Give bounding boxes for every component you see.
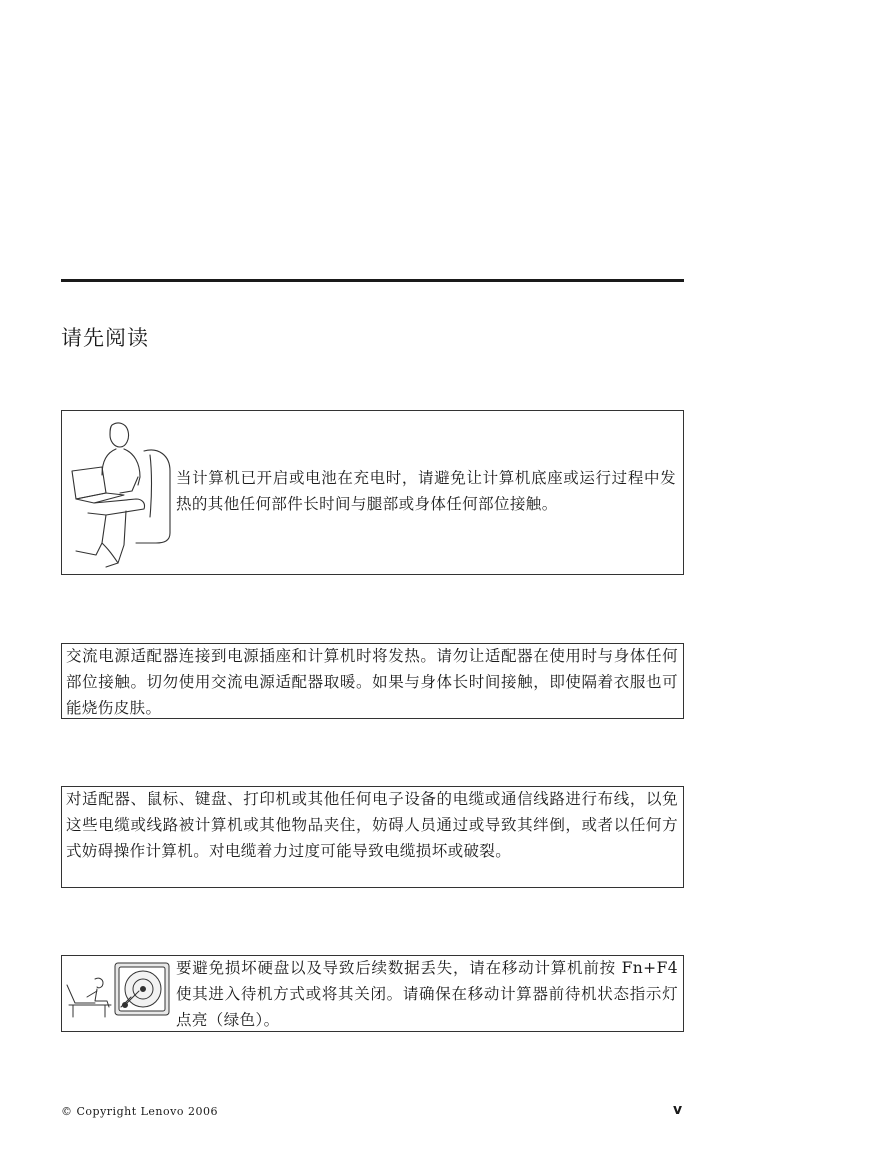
page-number: v bbox=[673, 1102, 683, 1118]
page-title: 请先阅读 bbox=[61, 326, 149, 350]
notice-text: 交流电源适配器连接到电源插座和计算机时将发热。请勿让适配器在使用时与身体任何部位接触。切勿使用交流电源适配器取暖。如果与身体长时间接触，即使隔着衣服也可能烧伤皮肤。 bbox=[66, 647, 678, 717]
notice-hard-disk bbox=[61, 955, 684, 1032]
notice-text: 当计算机已开启或电池在充电时，请避免让计算机底座或运行过程中发热的其他任何部件长时间与腿部或身体任何部位接触。 bbox=[176, 469, 676, 513]
notice-text: 对适配器、鼠标、键盘、打印机或其他任何电子设备的电缆或通信线路进行布线，以免这些电缆或线路被计算机或其他物品夹住，妨碍人员通过或导致其绊倒，或者以任何方式妨碍操作计算机。对电缆着力过度可能导致电缆损坏或破裂。 bbox=[66, 790, 678, 860]
notice-cable-routing bbox=[61, 786, 684, 888]
section-rule bbox=[61, 279, 684, 282]
laptop-on-lap-icon bbox=[66, 415, 174, 571]
hard-disk-icon bbox=[65, 961, 171, 1019]
notice-text: 要避免损坏硬盘以及导致后续数据丢失，请在移动计算机前按 Fn+F4 使其进入待机方式或将其关闭。请确保在移动计算器前待机状态指示灯点亮（绿色）。 bbox=[176, 959, 678, 1029]
copyright: © Copyright Lenovo 2006 bbox=[61, 1105, 218, 1118]
notice-adapter-heat bbox=[61, 643, 684, 719]
notice-heat-lap bbox=[61, 410, 684, 575]
